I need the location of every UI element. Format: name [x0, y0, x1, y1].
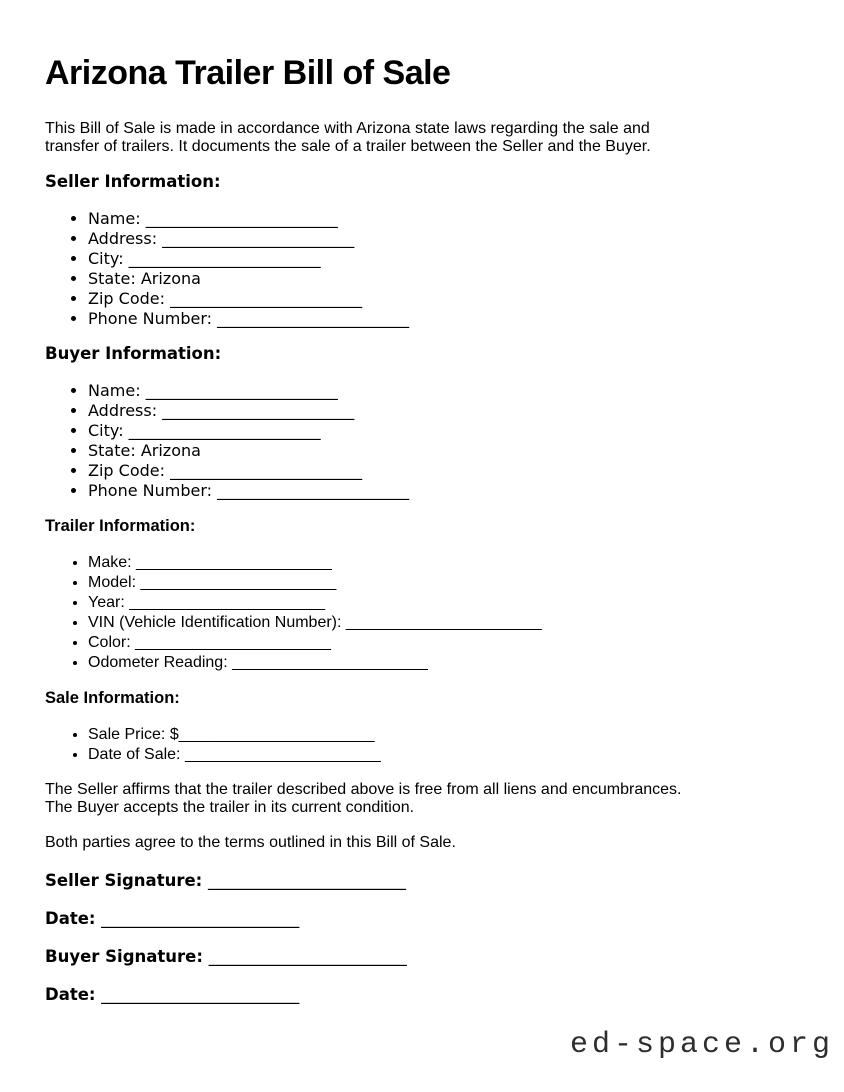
signature-label: Seller Signature: — [45, 871, 208, 890]
watermark-text: ed-space.org — [569, 1028, 834, 1062]
field-buyer-city — [88, 421, 799, 441]
field-seller-address — [88, 229, 799, 249]
field-seller-phone — [88, 309, 799, 329]
field-buyer-zip — [88, 461, 799, 481]
field-sale-date — [88, 745, 799, 765]
field-label: Sale Price: $ — [88, 726, 179, 743]
field-label: Model: — [88, 574, 141, 591]
field-label: City: — [88, 421, 129, 440]
field-seller-zip — [88, 289, 799, 309]
signature-label: Buyer Signature: — [45, 947, 209, 966]
field-blank: ________________________ — [145, 381, 338, 400]
field-value: Arizona — [140, 441, 201, 460]
affirmation-line: The Seller affirms that the trailer described above is free from all liens and encumbrances. — [45, 781, 682, 798]
field-trailer-model — [88, 573, 799, 593]
field-trailer-year — [88, 593, 799, 613]
field-label: Zip Code: — [88, 461, 171, 480]
field-blank: ________________________ — [217, 309, 410, 328]
field-blank: ________________________ — [128, 249, 321, 268]
field-label: Color: — [88, 634, 136, 651]
signature-blank: ________________________ — [208, 947, 407, 966]
section-heading-sale: Sale Information: — [45, 689, 180, 707]
intro-line: transfer of trailers. It documents the sale of a trailer between the Seller and the Buyer. — [45, 138, 651, 155]
field-label: Make: — [88, 554, 137, 571]
field-value: Arizona — [140, 269, 201, 288]
field-label: VIN (Vehicle Identification Number): — [88, 614, 346, 631]
field-label: Phone Number: — [88, 309, 218, 328]
section-heading-trailer: Trailer Information: — [45, 517, 196, 535]
seller-signature-line — [45, 871, 799, 891]
section-heading-buyer: Buyer Information: — [45, 344, 222, 363]
field-label: Address: — [88, 229, 163, 248]
buyer-signature-line — [45, 947, 799, 967]
buyer-info-list — [45, 381, 799, 501]
field-trailer-color — [88, 633, 799, 653]
field-blank: ______________________ — [232, 654, 428, 671]
sale-info-list — [45, 725, 799, 765]
field-sale-price — [88, 725, 799, 745]
field-label: Address: — [88, 401, 163, 420]
field-blank: ______________________ — [129, 594, 325, 611]
field-label: Date of Sale: — [88, 746, 185, 763]
intro-line: This Bill of Sale is made in accordance with Arizona state laws regarding the sale and — [45, 120, 650, 137]
field-label: Phone Number: — [88, 481, 218, 500]
affirmation-line: The Buyer accepts the trailer in its current condition. — [45, 799, 415, 816]
field-blank: ________________________ — [217, 481, 410, 500]
field-trailer-odometer — [88, 653, 799, 673]
field-trailer-make — [88, 553, 799, 573]
field-buyer-address — [88, 401, 799, 421]
field-label: State: — [88, 269, 141, 288]
field-label: Name: — [88, 209, 146, 228]
field-label: Year: — [88, 594, 130, 611]
field-blank: ________________________ — [128, 421, 321, 440]
field-blank: ________________________ — [162, 229, 355, 248]
agreement-paragraph: Both parties agree to the terms outlined in this Bill of Sale. — [45, 834, 456, 851]
field-blank: ______________________ — [345, 614, 542, 631]
field-label: State: — [88, 441, 141, 460]
field-seller-state — [88, 269, 799, 289]
seller-date-line — [45, 909, 799, 929]
seller-info-list — [45, 209, 799, 329]
field-blank: ________________________ — [170, 289, 363, 308]
field-buyer-phone — [88, 481, 799, 501]
page-title: Arizona Trailer Bill of Sale — [45, 54, 451, 92]
field-blank: ________________________ — [145, 209, 338, 228]
buyer-date-line — [45, 985, 799, 1005]
field-seller-city — [88, 249, 799, 269]
signature-blank: ________________________ — [101, 909, 300, 928]
field-label: City: — [88, 249, 129, 268]
field-label: Name: — [88, 381, 146, 400]
field-blank: ______________________ — [136, 554, 332, 571]
field-label: Zip Code: — [88, 289, 171, 308]
signature-label: Date: — [45, 909, 102, 928]
signature-blank: ________________________ — [208, 871, 406, 890]
field-blank: ______________________ — [140, 574, 337, 591]
field-blank: ______________________ — [184, 746, 381, 763]
field-blank: ________________________ — [162, 401, 355, 420]
field-buyer-state — [88, 441, 799, 461]
field-blank: ________________________ — [170, 461, 363, 480]
field-seller-name — [88, 209, 799, 229]
field-blank: ______________________ — [178, 726, 375, 743]
field-label: Odometer Reading: — [88, 654, 233, 671]
trailer-info-list — [45, 553, 799, 673]
signature-label: Date: — [45, 985, 102, 1004]
signature-blank: ________________________ — [101, 985, 300, 1004]
section-heading-seller: Seller Information: — [45, 172, 221, 191]
field-blank: ______________________ — [135, 634, 331, 651]
field-buyer-name — [88, 381, 799, 401]
field-trailer-vin — [88, 613, 799, 633]
